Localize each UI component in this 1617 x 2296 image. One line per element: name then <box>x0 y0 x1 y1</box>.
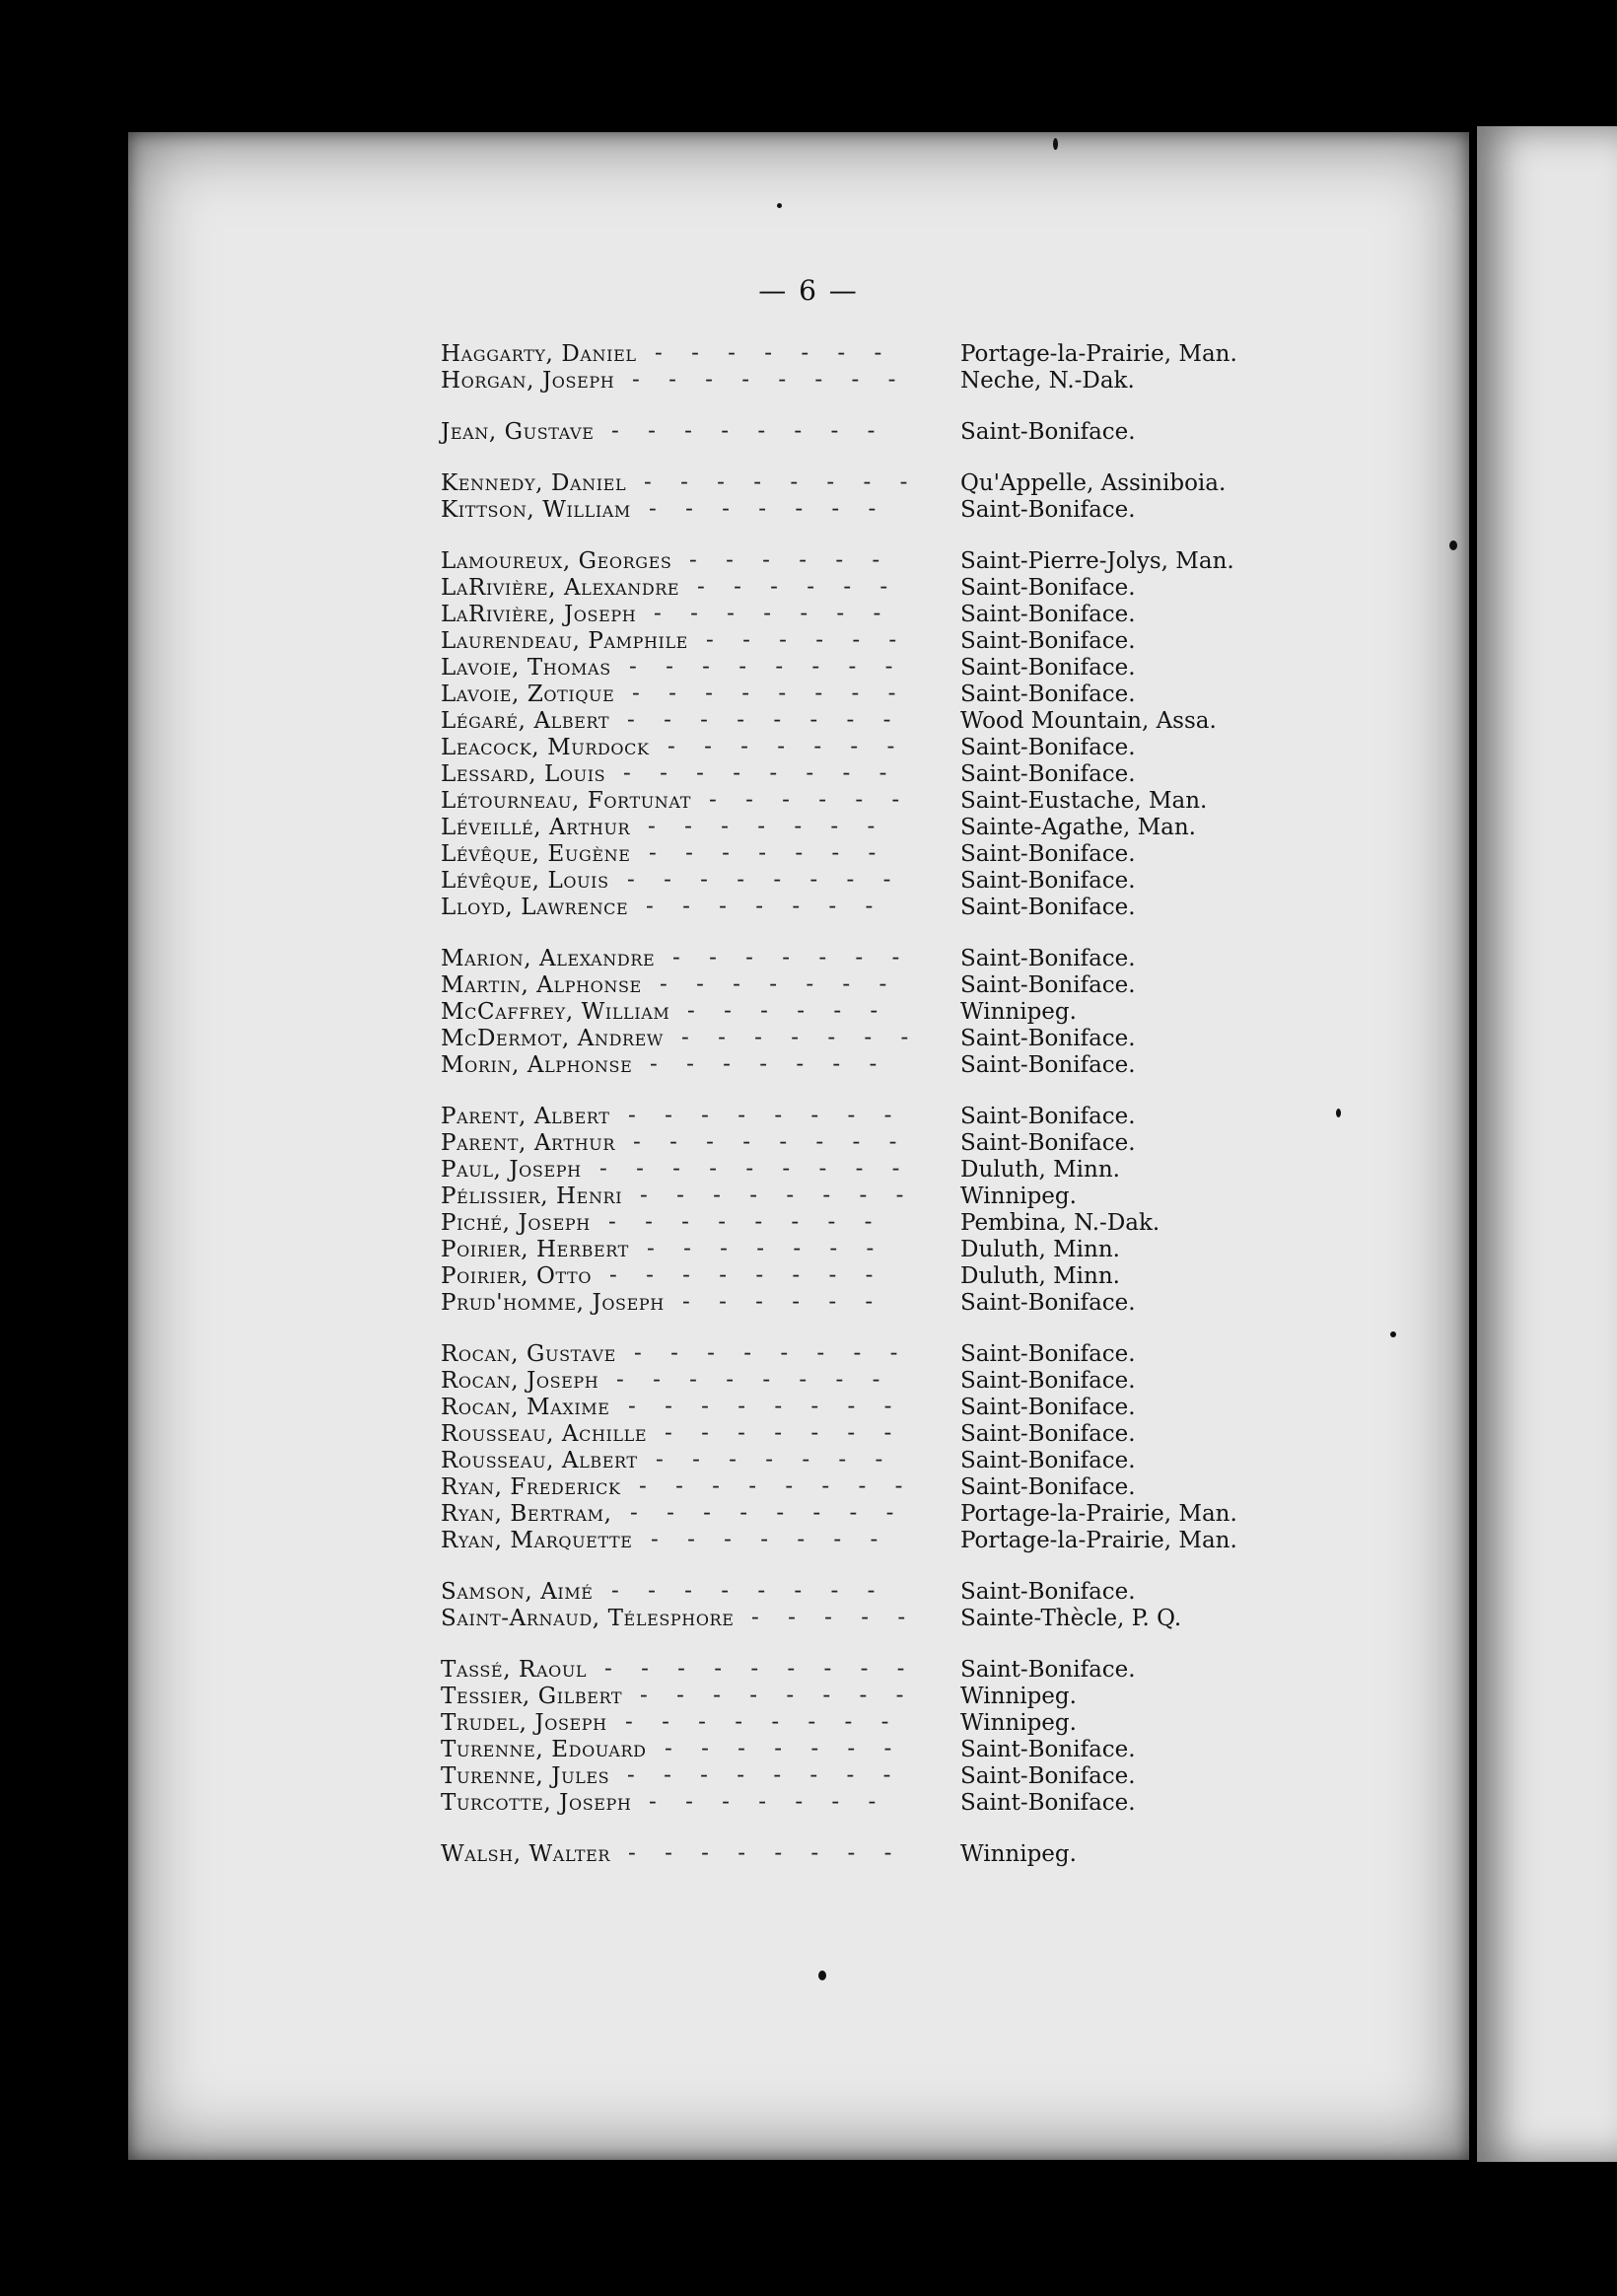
person-name: Kennedy, Daniel <box>441 470 627 496</box>
person-name: Rousseau, Albert <box>441 1448 638 1473</box>
place-name: Sainte-Agathe, Man. <box>960 815 1196 840</box>
list-item <box>441 1341 1486 1368</box>
list-item <box>441 1052 1486 1079</box>
list-item <box>441 1184 1486 1210</box>
leader-dashes: - - - - - - - - <box>616 1367 880 1393</box>
leader-dashes: - - - - - - - <box>672 945 900 970</box>
letter-group <box>441 548 1486 921</box>
place-name: Saint-Boniface. <box>960 1341 1136 1367</box>
list-item <box>441 1130 1486 1157</box>
list-item <box>441 1790 1486 1817</box>
letter-group <box>441 470 1486 524</box>
list-item <box>441 368 1486 395</box>
place-name: Saint-Boniface. <box>960 1763 1136 1789</box>
leader-dashes: - - - - - - - <box>681 1025 909 1050</box>
person-name: Paul, Joseph <box>441 1157 582 1183</box>
letter-group <box>441 1841 1486 1868</box>
place-name: Saint-Boniface. <box>960 1579 1136 1605</box>
leader-dashes: - - - - - - - - <box>625 1709 889 1735</box>
leader-dashes: - - - - - - - <box>668 734 895 759</box>
place-name: Saint-Boniface. <box>960 946 1136 971</box>
leader-dashes: - - - - - - - - <box>611 1578 876 1604</box>
list-item <box>441 341 1486 368</box>
place-name: Saint-Boniface. <box>960 1657 1136 1683</box>
list-item <box>441 1395 1486 1421</box>
leader-dashes: - - - - - - - <box>649 840 877 866</box>
letter-group <box>441 1104 1486 1317</box>
scan-speck <box>1449 540 1457 550</box>
person-name: Haggarty, Daniel <box>441 341 637 367</box>
place-name: Saint-Boniface. <box>960 602 1136 627</box>
list-item <box>441 1737 1486 1763</box>
person-name: Kittson, William <box>441 497 631 523</box>
person-name: Tassé, Raoul <box>441 1657 588 1683</box>
list-item <box>441 1448 1486 1474</box>
letter-group <box>441 1341 1486 1554</box>
leader-dashes: - - - - - - - <box>656 1447 883 1472</box>
scan-speck <box>818 1971 826 1980</box>
person-name: Piché, Joseph <box>441 1210 591 1236</box>
letter-group <box>441 946 1486 1079</box>
list-item <box>441 788 1486 815</box>
person-name: Létourneau, Fortunat <box>441 788 691 814</box>
list-item <box>441 1684 1486 1710</box>
place-name: Saint-Boniface. <box>960 1737 1136 1762</box>
person-name: Leacock, Murdock <box>441 735 650 760</box>
leader-dashes: - - - - - - - <box>651 1527 879 1552</box>
place-name: Winnipeg. <box>960 1684 1077 1709</box>
list-item <box>441 1210 1486 1237</box>
person-name: Léveillé, Arthur <box>441 815 631 840</box>
person-name: LaRivière, Alexandre <box>441 575 680 601</box>
person-name: Lamoureux, Georges <box>441 548 672 574</box>
person-name: Horgan, Joseph <box>441 368 615 394</box>
leader-dashes: - - - - - - - - <box>609 1262 874 1288</box>
adjacent-page-edge <box>1477 126 1617 2162</box>
person-name: Rousseau, Achille <box>441 1421 648 1447</box>
leader-dashes: - - - - - - - - <box>634 1340 898 1366</box>
leader-dashes: - - - - - - - <box>665 1420 892 1446</box>
place-name: Saint-Boniface. <box>960 895 1136 920</box>
place-name: Saint-Boniface. <box>960 1421 1136 1447</box>
leader-dashes: - - - - - - - <box>647 1236 875 1261</box>
person-name: Lavoie, Thomas <box>441 655 611 681</box>
place-name: Saint-Pierre-Jolys, Man. <box>960 548 1234 574</box>
place-name: Saint-Boniface. <box>960 1130 1136 1156</box>
place-name: Wood Mountain, Assa. <box>960 708 1217 734</box>
list-item <box>441 1841 1486 1868</box>
leader-dashes: - - - - - - - - <box>608 1209 873 1235</box>
leader-dashes: - - - - - - <box>709 787 900 813</box>
place-name: Duluth, Minn. <box>960 1263 1120 1289</box>
person-name: Turcotte, Joseph <box>441 1790 632 1816</box>
place-name: Saint-Boniface. <box>960 1026 1136 1051</box>
place-name: Duluth, Minn. <box>960 1237 1120 1262</box>
list-item <box>441 628 1486 655</box>
place-name: Saint-Boniface. <box>960 868 1136 894</box>
leader-dashes: - - - - - - - - <box>640 1683 904 1708</box>
list-item <box>441 1710 1486 1737</box>
person-name: Parent, Arthur <box>441 1130 615 1156</box>
list-item <box>441 868 1486 895</box>
leader-dashes: - - - - - <box>751 1605 906 1630</box>
leader-dashes: - - - - - - - - <box>630 1500 894 1526</box>
leader-dashes: - - - - - - <box>706 627 897 653</box>
place-name: Saint-Boniface. <box>960 497 1136 523</box>
leader-dashes: - - - - - - - - <box>628 1840 892 1866</box>
scan-speck <box>777 203 782 208</box>
place-name: Saint-Boniface. <box>960 1104 1136 1129</box>
person-name: Ryan, Marquette <box>441 1528 633 1553</box>
leader-dashes: - - - - - - - <box>654 601 881 626</box>
leader-dashes: - - - - - - - - <box>639 1473 903 1499</box>
list-item <box>441 761 1486 788</box>
place-name: Saint-Boniface. <box>960 575 1136 601</box>
leader-dashes: - - - - - - - - <box>628 1103 892 1128</box>
list-item <box>441 1474 1486 1501</box>
person-name: Martin, Alphonse <box>441 972 642 998</box>
list-item <box>441 419 1486 446</box>
list-item <box>441 1104 1486 1130</box>
list-item <box>441 575 1486 602</box>
person-name: Poirier, Otto <box>441 1263 593 1289</box>
list-item <box>441 655 1486 682</box>
person-name: Walsh, Walter <box>441 1841 611 1867</box>
leader-dashes: - - - - - - - - <box>623 760 887 786</box>
leader-dashes: - - - - - - - - <box>611 418 876 444</box>
list-item <box>441 815 1486 841</box>
place-name: Saint-Eustache, Man. <box>960 788 1208 814</box>
person-name: Morin, Alphonse <box>441 1052 633 1078</box>
leader-dashes: - - - - - - - - <box>632 367 896 393</box>
place-name: Saint-Boniface. <box>960 1290 1136 1316</box>
person-name: Turenne, Jules <box>441 1763 610 1789</box>
person-name: Marion, Alexandre <box>441 946 656 971</box>
list-item <box>441 999 1486 1026</box>
leader-dashes: - - - - - - - - <box>629 654 893 680</box>
person-name: Saint-Arnaud, Télesphore <box>441 1606 735 1631</box>
scan-speck <box>1336 1109 1341 1117</box>
place-name: Saint-Boniface. <box>960 655 1136 681</box>
list-item <box>441 1501 1486 1528</box>
place-name: Saint-Boniface. <box>960 735 1136 760</box>
place-name: Saint-Boniface. <box>960 1448 1136 1473</box>
person-name: Ryan, Frederick <box>441 1474 621 1500</box>
place-name: Winnipeg. <box>960 1841 1077 1867</box>
place-name: Winnipeg. <box>960 1184 1077 1209</box>
list-item <box>441 1657 1486 1684</box>
person-name: LaRivière, Joseph <box>441 602 637 627</box>
place-name: Portage-la-Prairie, Man. <box>960 1501 1237 1527</box>
place-name: Saint-Boniface. <box>960 1368 1136 1394</box>
leader-dashes: - - - - - - - - <box>633 1129 897 1155</box>
leader-dashes: - - - - - - - <box>655 340 882 366</box>
list-item <box>441 946 1486 972</box>
place-name: Saint-Boniface. <box>960 841 1136 867</box>
letter-group <box>441 1657 1486 1817</box>
place-name: Saint-Boniface. <box>960 1052 1136 1078</box>
list-item <box>441 1528 1486 1554</box>
place-name: Winnipeg. <box>960 1710 1077 1736</box>
place-name: Portage-la-Prairie, Man. <box>960 341 1237 367</box>
list-item <box>441 1263 1486 1290</box>
person-name: Laurendeau, Pamphile <box>441 628 688 654</box>
list-item <box>441 972 1486 999</box>
person-name: Tessier, Gilbert <box>441 1684 623 1709</box>
scan-speck <box>1390 1331 1396 1337</box>
place-name: Winnipeg. <box>960 999 1077 1025</box>
person-name: Rocan, Maxime <box>441 1395 610 1420</box>
list-item <box>441 1026 1486 1052</box>
leader-dashes: - - - - - - - <box>665 1736 892 1761</box>
place-name: Pembina, N.-Dak. <box>960 1210 1160 1236</box>
leader-dashes: - - - - - - - <box>649 496 877 522</box>
leader-dashes: - - - - - - <box>687 998 879 1024</box>
place-name: Saint-Boniface. <box>960 1395 1136 1420</box>
person-name: Poirier, Herbert <box>441 1237 629 1262</box>
list-item <box>441 708 1486 735</box>
leader-dashes: - - - - - - - - <box>632 681 896 706</box>
leader-dashes: - - - - - - - <box>648 814 876 839</box>
person-name: McDermot, Andrew <box>441 1026 664 1051</box>
place-name: Portage-la-Prairie, Man. <box>960 1528 1237 1553</box>
leader-dashes: - - - - - - - - - <box>599 1156 900 1182</box>
person-name: Lessard, Louis <box>441 761 606 787</box>
leader-dashes: - - - - - - - - <box>627 867 891 893</box>
place-name: Neche, N.-Dak. <box>960 368 1135 394</box>
leader-dashes: - - - - - - <box>682 1289 874 1315</box>
leader-dashes: - - - - - - - - <box>628 1394 892 1419</box>
list-item <box>441 1290 1486 1317</box>
person-name: Rocan, Joseph <box>441 1368 599 1394</box>
leader-dashes: - - - - - - <box>697 574 888 600</box>
person-name: Rocan, Gustave <box>441 1341 616 1367</box>
leader-dashes: - - - - - - <box>689 547 880 573</box>
list-item <box>441 470 1486 497</box>
place-name: Saint-Boniface. <box>960 628 1136 654</box>
leader-dashes: - - - - - - - - <box>640 1183 904 1208</box>
leader-dashes: - - - - - - - <box>646 894 874 919</box>
place-name: Saint-Boniface. <box>960 761 1136 787</box>
place-name: Duluth, Minn. <box>960 1157 1120 1183</box>
name-list <box>441 341 1486 1893</box>
list-item <box>441 682 1486 708</box>
person-name: Pélissier, Henri <box>441 1184 623 1209</box>
scan-speck <box>1053 138 1058 150</box>
person-name: Prud'homme, Joseph <box>441 1290 665 1316</box>
leader-dashes: - - - - - - - <box>650 1051 878 1077</box>
leader-dashes: - - - - - - - - - <box>604 1656 905 1682</box>
leader-dashes: - - - - - - - - <box>627 1762 891 1788</box>
letter-group <box>441 341 1486 395</box>
place-name: Qu'Appelle, Assiniboia. <box>960 470 1227 496</box>
place-name: Sainte-Thècle, P. Q. <box>960 1606 1182 1631</box>
person-name: Lloyd, Lawrence <box>441 895 629 920</box>
person-name: Ryan, Bertram, <box>441 1501 612 1527</box>
place-name: Saint-Boniface. <box>960 1790 1136 1816</box>
leader-dashes: - - - - - - - - <box>627 707 891 733</box>
person-name: Samson, Aimé <box>441 1579 594 1605</box>
person-name: McCaffrey, William <box>441 999 670 1025</box>
list-item <box>441 1157 1486 1184</box>
list-item <box>441 548 1486 575</box>
page-number: — 6 — <box>758 274 859 307</box>
list-item <box>441 735 1486 761</box>
list-item <box>441 497 1486 524</box>
list-item <box>441 1421 1486 1448</box>
list-item <box>441 1579 1486 1606</box>
person-name: Trudel, Joseph <box>441 1710 607 1736</box>
person-name: Lavoie, Zotique <box>441 682 615 707</box>
place-name: Saint-Boniface. <box>960 682 1136 707</box>
list-item <box>441 1763 1486 1790</box>
list-item <box>441 1606 1486 1632</box>
leader-dashes: - - - - - - - <box>649 1789 877 1815</box>
person-name: Turenne, Edouard <box>441 1737 647 1762</box>
place-name: Saint-Boniface. <box>960 1474 1136 1500</box>
person-name: Lévêque, Louis <box>441 868 609 894</box>
person-name: Lévêque, Eugène <box>441 841 631 867</box>
list-item <box>441 895 1486 921</box>
place-name: Saint-Boniface. <box>960 419 1136 445</box>
person-name: Parent, Albert <box>441 1104 610 1129</box>
list-item <box>441 602 1486 628</box>
list-item <box>441 1237 1486 1263</box>
letter-group <box>441 419 1486 446</box>
letter-group <box>441 1579 1486 1632</box>
leader-dashes: - - - - - - - - <box>644 469 908 495</box>
leader-dashes: - - - - - - - <box>660 971 887 997</box>
person-name: Jean, Gustave <box>441 419 595 445</box>
list-item <box>441 1368 1486 1395</box>
person-name: Légaré, Albert <box>441 708 610 734</box>
list-item <box>441 841 1486 868</box>
place-name: Saint-Boniface. <box>960 972 1136 998</box>
